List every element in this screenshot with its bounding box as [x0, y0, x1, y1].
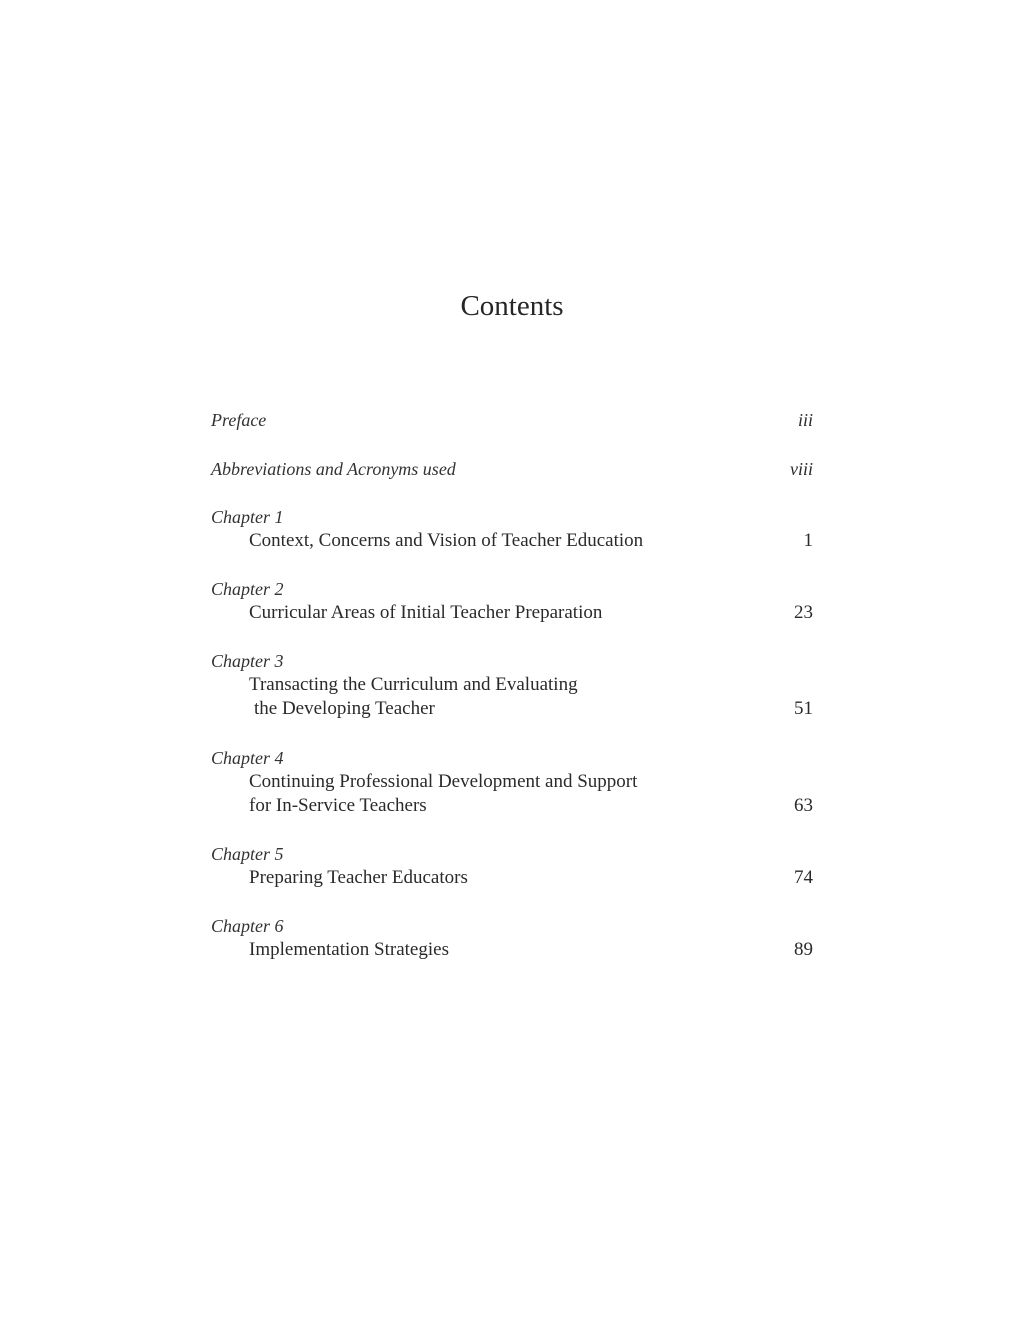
toc-entry-chapter-3[interactable] [211, 649, 815, 721]
toc-page-number: 89 [794, 939, 813, 960]
toc-entry-chapter-1[interactable] [211, 505, 815, 553]
toc-page-number: iii [797, 410, 813, 430]
chapter-label: Chapter 5 [211, 844, 284, 864]
chapter-title-line: Continuing Professional Development and Support [249, 771, 638, 792]
chapter-title-line: Curricular Areas of Initial Teacher Preparation [249, 602, 603, 623]
toc-page-number: 74 [794, 867, 813, 888]
toc-page-number: 63 [794, 795, 813, 816]
chapter-title-line: Context, Concerns and Vision of Teacher Education [249, 530, 644, 551]
toc-entry-label: Abbreviations and Acronyms used [211, 459, 456, 479]
toc-page-number: 23 [794, 602, 813, 623]
toc-entry-chapter-2[interactable] [211, 577, 815, 625]
toc-page-number: 51 [794, 698, 813, 719]
toc-entry-chapter-5[interactable] [211, 842, 815, 890]
chapter-title-line: for In-Service Teachers [249, 795, 427, 816]
toc-page-number: 1 [803, 530, 813, 551]
chapter-title-line: Preparing Teacher Educators [249, 867, 468, 888]
toc-entry-preface[interactable] [211, 408, 815, 432]
toc-page-number: viii [790, 459, 813, 479]
chapter-label: Chapter 1 [211, 507, 284, 527]
toc-entry-abbreviations[interactable] [211, 457, 815, 481]
page-title: Contents [460, 290, 564, 322]
toc-entry-chapter-6[interactable] [211, 914, 815, 962]
toc-entry-label: Preface [211, 410, 267, 430]
chapter-label: Chapter 2 [211, 579, 284, 599]
chapter-label: Chapter 6 [211, 916, 284, 936]
chapter-title-line: the Developing Teacher [254, 698, 435, 719]
chapter-title-line: Implementation Strategies [249, 939, 449, 960]
chapter-label: Chapter 3 [211, 651, 284, 671]
toc-entry-chapter-4[interactable] [211, 746, 815, 818]
chapter-label: Chapter 4 [211, 748, 284, 768]
chapter-title-line: Transacting the Curriculum and Evaluating [249, 674, 578, 695]
